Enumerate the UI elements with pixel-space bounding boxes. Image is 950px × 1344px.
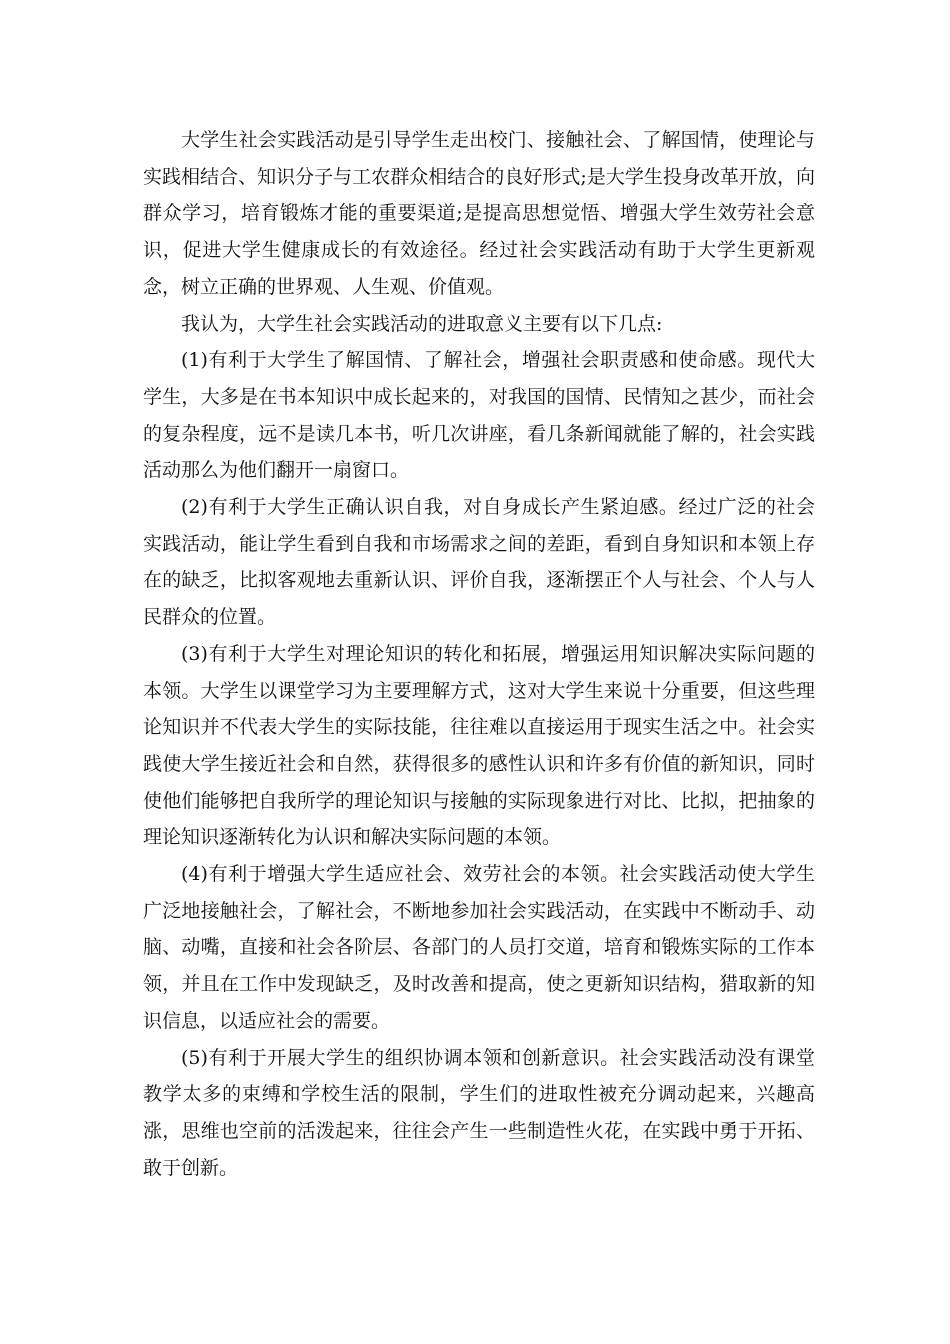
document-body	[143, 122, 815, 1186]
paragraph-thesis: 我认为，大学生社会实践活动的进取意义主要有以下几点:	[181, 312, 663, 335]
paragraph-intro: 大学生社会实践活动是引导学生走出校门、接触社会、了解国情，使理论与实践相结合、知识分子与工农群众相结合的良好形式;是大学生投身改革开放，向群众学习，培育锻炼才能的重要渠道;是提高思想觉悟、增强大学生效劳社会意识，促进大学生健康成长的有效途径。经过社会实践活动有助于大学生更新观念，树立正确的世界观、人生观、价值观。	[143, 129, 815, 298]
paragraph-point-2: (2)有利于大学生正确认识自我，对自身成长产生紧迫感。经过广泛的社会实践活动，能让学生看到自我和市场需求之间的差距，看到自身知识和本领上存在的缺乏，比拟客观地去重新认识、评价自我，逐渐摆正个人与社会、个人与人民群众的位置。	[143, 496, 815, 629]
paragraph-point-1: (1)有利于大学生了解国情、了解社会，增强社会职责感和使命感。现代大学生，大多是在书本知识中成长起来的，对我国的国情、民情知之甚少，而社会的复杂程度，远不是读几本书，听几次讲座，看几条新闻就能了解的，社会实践活动那么为他们翻开一扇窗口。	[143, 349, 815, 482]
paragraph-point-3: (3)有利于大学生对理论知识的转化和拓展，增强运用知识解决实际问题的本领。大学生以课堂学习为主要理解方式，这对大学生来说十分重要，但这些理论知识并不代表大学生的实际技能，往往难以直接运用于现实生活之中。社会实践使大学生接近社会和自然，获得很多的感性认识和许多有价值的新知识，同时使他们能够把自我所学的理论知识与接触的实际现象进行对比、比拟，把抽象的理论知识逐渐转化为认识和解决实际问题的本领。	[143, 642, 815, 849]
paragraph-point-5: (5)有利于开展大学生的组织协调本领和创新意识。社会实践活动没有课堂教学太多的束缚和学校生活的限制，学生们的进取性被充分调动起来，兴趣高涨，思维也空前的活泼起来，往往会产生一些制造性火花，在实践中勇于开拓、敢于创新。	[143, 1046, 815, 1179]
paragraph-point-4: (4)有利于增强大学生适应社会、效劳社会的本领。社会实践活动使大学生广泛地接触社会，了解社会，不断地参加社会实践活动，在实践中不断动手、动脑、动嘴，直接和社会各阶层、各部门的人员打交道，培育和锻炼实际的工作本领，并且在工作中发现缺乏，及时改善和提高，使之更新知识结构，猎取新的知识信息，以适应社会的需要。	[143, 863, 815, 1032]
